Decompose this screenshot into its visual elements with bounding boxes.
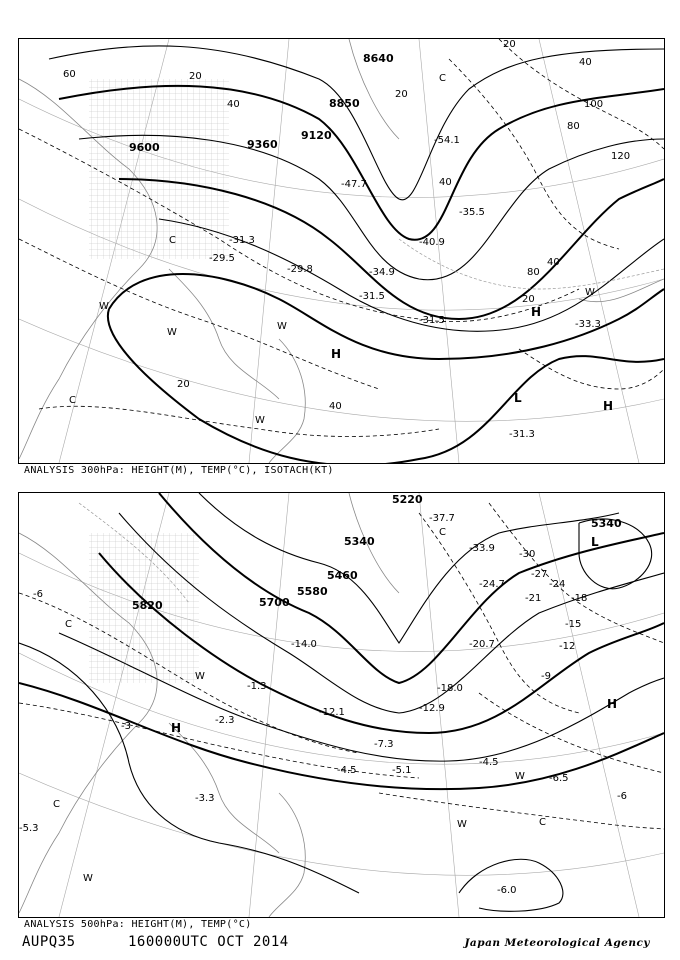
high-pressure-center: H [603, 399, 614, 413]
temperature-label: -6.0 [497, 885, 517, 896]
hatched-area [89, 79, 229, 259]
isotach-label: 40 [579, 57, 592, 68]
temperature-label: -24.7 [479, 579, 505, 590]
warm-marker: W [255, 415, 265, 426]
isotherm-label: -15 [565, 619, 582, 630]
temperature-label: -54.1 [434, 135, 460, 146]
cold-marker: C [69, 395, 76, 406]
temperature-label: -35.5 [459, 207, 485, 218]
warm-marker: W [515, 771, 525, 782]
temperature-label: -6.5 [549, 773, 569, 784]
height-label-1: 5220 [392, 493, 423, 506]
temperature-label: -2.3 [215, 715, 235, 726]
temperature-label: -31.5 [419, 315, 445, 326]
temperature-label: -31.5 [359, 291, 385, 302]
isotach-label: 40 [227, 99, 240, 110]
temperature-label: -12.9 [419, 703, 445, 714]
analysis-300hpa-map [18, 38, 665, 464]
isotach-label: 40 [439, 177, 452, 188]
warm-marker: W [83, 873, 93, 884]
low-pressure-center: L [591, 535, 599, 549]
isotherm-label: -27 [531, 569, 548, 580]
isotherm-label: -18 [571, 593, 588, 604]
temperature-label: -33.3 [575, 319, 601, 330]
temperature-label: -5.3 [19, 823, 39, 834]
temperature-label: -37.7 [429, 513, 455, 524]
isotach-label: 120 [611, 151, 631, 162]
height-label-7: 5340 [591, 517, 622, 530]
product-code: AUPQ35 [22, 934, 76, 950]
cold-marker: C [65, 619, 72, 630]
high-pressure-center: H [331, 347, 342, 361]
isotach-label: 20 [522, 294, 535, 305]
warm-marker: W [585, 287, 595, 298]
temperature-label: -4.5 [479, 757, 499, 768]
cold-marker: C [169, 235, 176, 246]
cold-marker: C [439, 527, 446, 538]
temperature-label: -14.0 [291, 639, 317, 650]
temperature-label: -31.3 [509, 429, 535, 440]
warm-marker: W [195, 671, 205, 682]
isotherm-label: -3 [121, 721, 131, 732]
temperature-label: -7.3 [374, 739, 394, 750]
temperature-label: -29.5 [209, 253, 235, 264]
height-label-5: 5700 [259, 596, 290, 609]
temperature-label: -5.1 [392, 765, 412, 776]
temperature-label: -40.9 [419, 237, 445, 248]
warm-marker: W [99, 301, 109, 312]
height-label-6: 5820 [132, 599, 163, 612]
temperature-label: -3.3 [195, 793, 215, 804]
temperature-label: -4.5 [337, 765, 357, 776]
isotach-label: 20 [189, 71, 202, 82]
low-pressure-center: L [514, 391, 522, 405]
isotach-label: 80 [527, 267, 540, 278]
height-label-4: 5580 [297, 585, 328, 598]
isotherm-label: -21 [525, 593, 542, 604]
height-label-2: 8850 [329, 97, 360, 110]
warm-marker: W [167, 327, 177, 338]
caption-300hpa: ANALYSIS 300hPa: HEIGHT(M), TEMP(°C), ISOTACH(KT) [24, 465, 334, 476]
isotach-label: 40 [329, 401, 342, 412]
temperature-label: -18.0 [437, 683, 463, 694]
cold-marker: C [439, 73, 446, 84]
temperature-label: -33.9 [469, 543, 495, 554]
map-500hpa-svg [19, 493, 664, 917]
height-label-4: 9360 [247, 138, 278, 151]
warm-marker: W [277, 321, 287, 332]
isotach-label: 80 [567, 121, 580, 132]
isotherm-label: -24 [549, 579, 566, 590]
height-label-3: 9120 [301, 129, 332, 142]
isotach-label: 20 [395, 89, 408, 100]
isotherm-label: -12 [559, 641, 576, 652]
temperature-label: -29.8 [287, 264, 313, 275]
isotach-label: 20 [503, 39, 516, 50]
cold-marker: C [53, 799, 60, 810]
warm-marker: W [457, 819, 467, 830]
isotherm-label: -6 [33, 589, 43, 600]
isotach-label: 40 [547, 257, 560, 268]
height-label-2: 5340 [344, 535, 375, 548]
cold-marker: C [539, 817, 546, 828]
valid-time: 160000UTC OCT 2014 [128, 934, 289, 950]
temperature-label: -1.3 [247, 681, 267, 692]
high-pressure-center: H [171, 721, 182, 735]
temperature-label: -12.1 [319, 707, 345, 718]
isotach-label: 60 [63, 69, 76, 80]
agency-name: Japan Meteorological Agency [464, 937, 650, 949]
isotherm-label: -6 [617, 791, 627, 802]
high-pressure-center: H [531, 305, 542, 319]
temperature-label: -34.9 [369, 267, 395, 278]
isotherm-label: -9 [541, 671, 551, 682]
high-pressure-center: H [607, 697, 618, 711]
isotherm-label: -30 [519, 549, 536, 560]
analysis-500hpa-map [18, 492, 665, 918]
temperature-label: -47.7 [341, 179, 367, 190]
coastlines [19, 493, 399, 917]
caption-500hpa: ANALYSIS 500hPa: HEIGHT(M), TEMP(°C) [24, 919, 252, 930]
temperature-label: -20.7 [469, 639, 495, 650]
height-label-3: 5460 [327, 569, 358, 582]
height-label-1: 8640 [363, 52, 394, 65]
temperature-label: -31.3 [229, 235, 255, 246]
height-label-5: 9600 [129, 141, 160, 154]
isotach-label: 20 [177, 379, 190, 390]
isotach-label: 100 [584, 99, 604, 110]
